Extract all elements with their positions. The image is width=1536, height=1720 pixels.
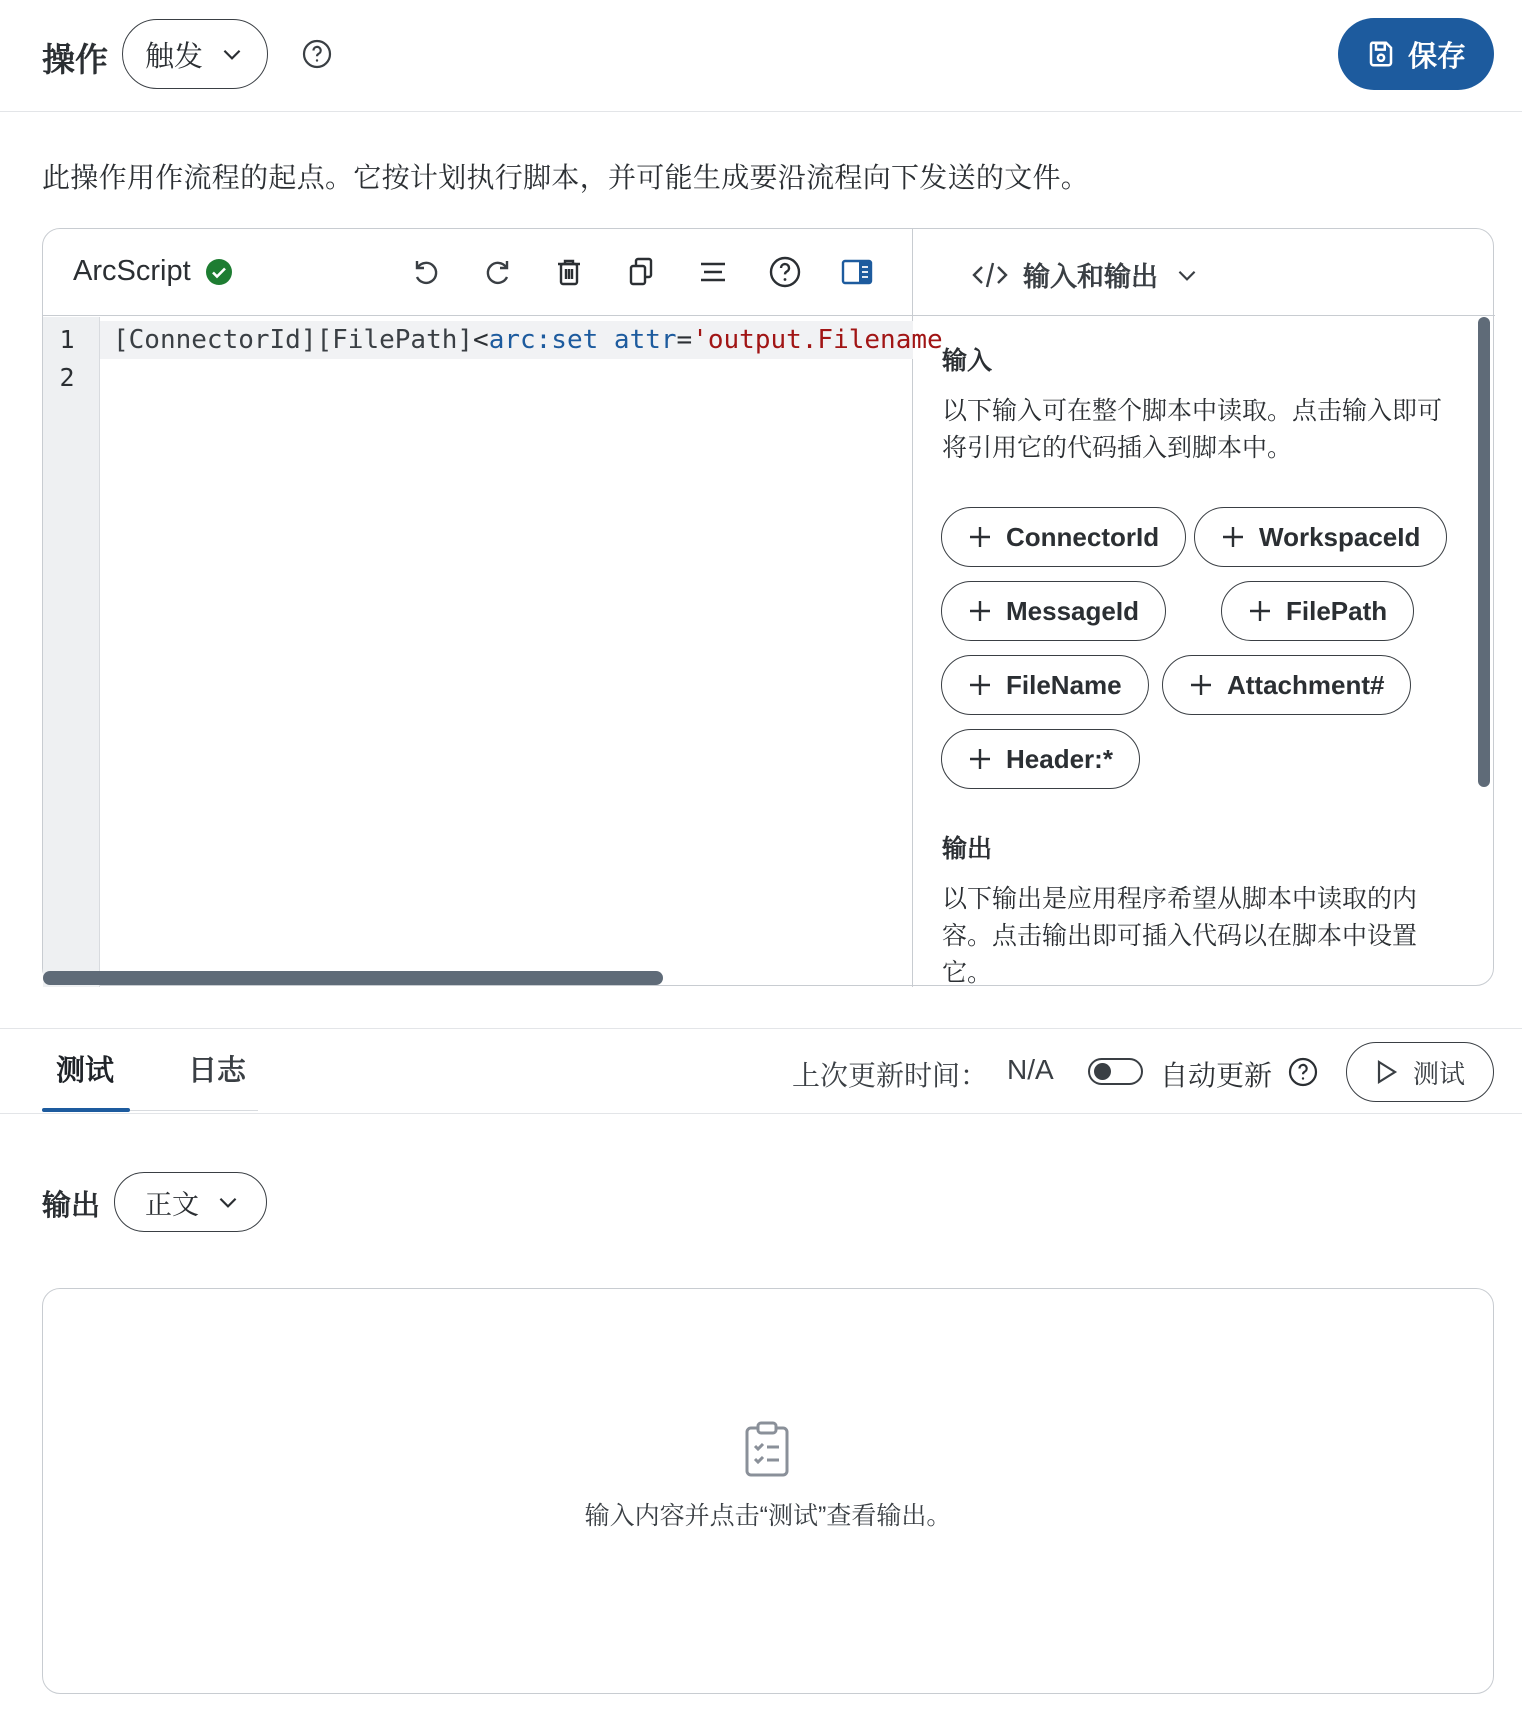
tab-test[interactable]: 测试	[56, 1055, 115, 1087]
chip-label: WorkspaceId	[1259, 521, 1421, 552]
run-test-label: 测试	[1412, 1058, 1465, 1089]
help-icon[interactable]	[1287, 1056, 1319, 1088]
script-editor-card	[42, 228, 1494, 986]
io-panel	[914, 317, 1495, 987]
active-tab-indicator	[42, 1108, 130, 1112]
save-button[interactable]	[1338, 18, 1494, 90]
input-chip-header[interactable]	[941, 729, 1140, 789]
chip-label: FileName	[1006, 669, 1122, 700]
tab-logs[interactable]: 日志	[188, 1055, 247, 1087]
action-description: 此操作用作流程的起点。它按计划执行脚本，并可能生成要沿流程向下发送的文件。	[42, 162, 1090, 193]
code-token: 'output.Filename	[692, 325, 943, 355]
vertical-scrollbar[interactable]	[1478, 317, 1490, 787]
clipboard-list-icon	[744, 1420, 790, 1478]
language-label: ArcScript	[73, 255, 191, 287]
output-empty-message: 输入内容并点击“测试”查看输出。	[584, 1502, 952, 1530]
input-chip-connectorid[interactable]	[941, 507, 1186, 567]
auto-update-toggle[interactable]	[1088, 1058, 1143, 1085]
last-updated-value: N/A	[1007, 1054, 1054, 1085]
inputs-heading: 输入	[942, 347, 993, 375]
input-chip-filename[interactable]	[941, 655, 1149, 715]
code-token: arc:set	[488, 325, 599, 355]
help-icon[interactable]	[767, 254, 803, 290]
chip-label: FilePath	[1286, 595, 1388, 626]
code-content[interactable]	[113, 325, 943, 355]
last-updated-label: 上次更新时间：	[792, 1060, 989, 1091]
inputs-description: 以下输入可在整个脚本中读取。点击输入即可将引用它的代码插入到脚本中。	[942, 397, 1443, 462]
chip-label: ConnectorId	[1006, 521, 1160, 552]
output-label: 输出	[42, 1190, 101, 1222]
chip-label: MessageId	[1006, 595, 1139, 626]
chevron-down-icon	[215, 1189, 241, 1215]
toggle-knob	[1094, 1063, 1111, 1080]
delete-icon[interactable]	[551, 254, 587, 290]
help-icon[interactable]	[301, 38, 333, 70]
code-token: <	[473, 325, 489, 355]
horizontal-scrollbar[interactable]	[43, 971, 663, 985]
save-icon	[1366, 39, 1396, 69]
trigger-select[interactable]	[122, 19, 268, 89]
auto-update-label: 自动更新	[1160, 1060, 1273, 1091]
input-chip-attachment[interactable]	[1162, 655, 1411, 715]
plus-icon	[968, 673, 992, 697]
chip-label: Attachment#	[1227, 669, 1385, 700]
format-icon[interactable]	[695, 254, 731, 290]
io-panel-select-label: 输入和输出	[1023, 262, 1158, 292]
output-panel	[42, 1288, 1494, 1694]
check-circle-icon	[205, 258, 233, 286]
page-title: 操作	[42, 41, 108, 78]
language-indicator	[73, 255, 233, 288]
line-number: 2	[59, 363, 75, 392]
undo-icon[interactable]	[408, 254, 444, 290]
chevron-down-icon	[219, 41, 245, 67]
tab-divider	[130, 1110, 258, 1111]
plus-icon	[1189, 673, 1213, 697]
output-format-select[interactable]	[114, 1172, 267, 1232]
line-number-gutter	[43, 317, 100, 987]
toggle-panel-icon[interactable]	[839, 254, 875, 290]
plus-icon	[968, 747, 992, 771]
io-panel-select[interactable]	[971, 255, 1200, 294]
code-token: [ConnectorId][FilePath]	[113, 325, 474, 355]
save-button-label: 保存	[1407, 40, 1466, 73]
code-icon	[971, 260, 1009, 290]
outputs-description: 以下输出是应用程序希望从脚本中读取的内容。点击输出即可插入代码以在脚本中设置它。	[942, 885, 1418, 987]
plus-icon	[968, 525, 992, 549]
redo-icon[interactable]	[480, 254, 516, 290]
input-chip-filepath[interactable]	[1221, 581, 1414, 641]
copy-icon[interactable]	[623, 254, 659, 290]
code-token: =	[676, 325, 693, 355]
play-icon	[1375, 1059, 1399, 1085]
plus-icon	[1248, 599, 1272, 623]
output-format-value: 正文	[145, 1189, 199, 1220]
trigger-select-value: 触发	[145, 40, 204, 73]
code-token: attr	[613, 325, 677, 355]
run-test-button[interactable]	[1346, 1042, 1494, 1102]
input-chip-workspaceid[interactable]	[1194, 507, 1447, 567]
chevron-down-icon	[1174, 262, 1200, 288]
input-chip-messageid[interactable]	[941, 581, 1166, 641]
line-number: 1	[59, 325, 75, 354]
outputs-heading: 输出	[942, 835, 993, 863]
plus-icon	[968, 599, 992, 623]
chip-label: Header:*	[1006, 743, 1113, 774]
plus-icon	[1221, 525, 1245, 549]
